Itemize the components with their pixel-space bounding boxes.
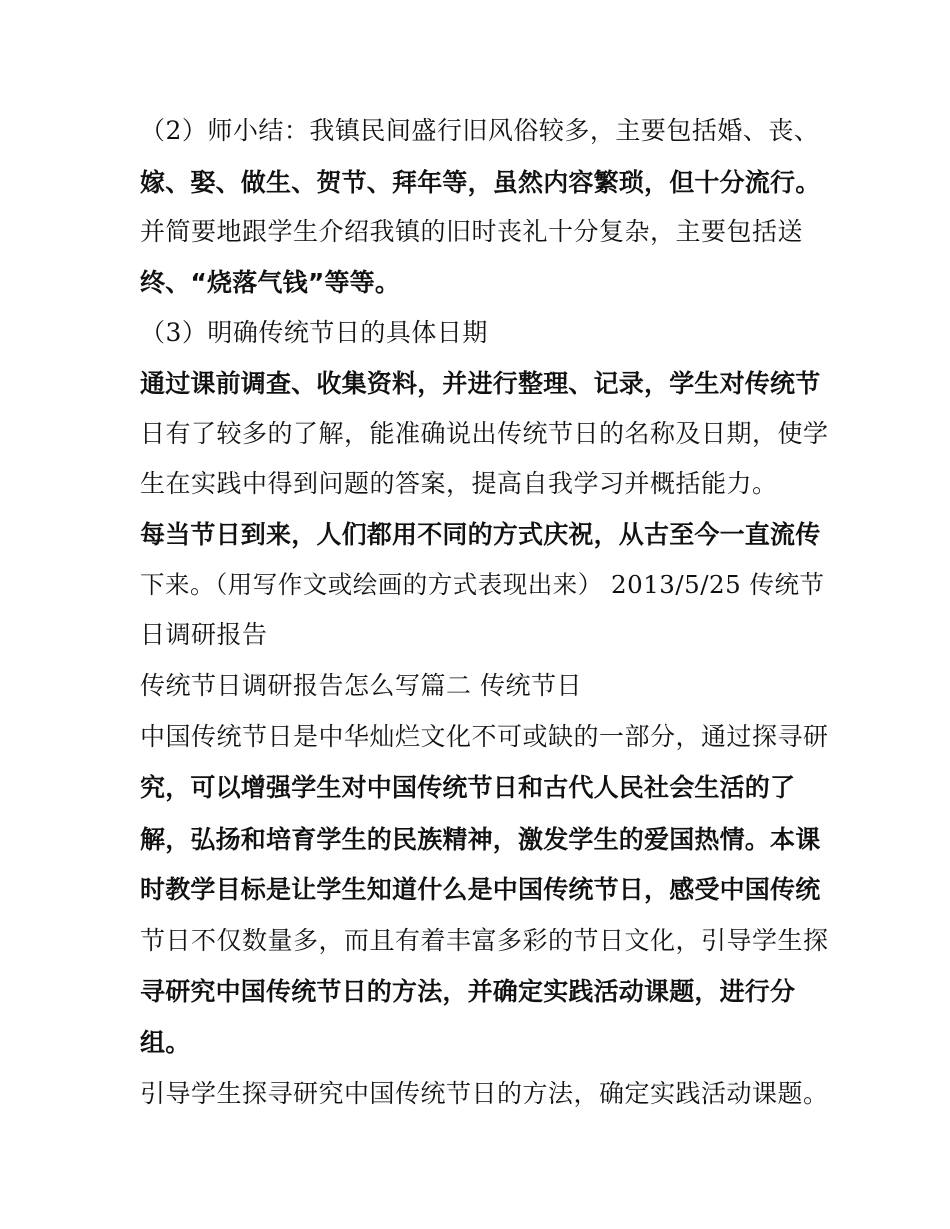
text-line-19: 组。 [140, 1028, 191, 1057]
text-line-2: 嫁、娶、做生、贺节、拜年等，虽然内容繁琐，但十分流行。 [140, 168, 821, 197]
section-heading: 传统节日调研报告怎么写篇二 传统节日 [140, 671, 582, 700]
text-line-5: （3）明确传统节日的具体日期 [140, 318, 488, 347]
text-line-14: 究，可以增强学生对中国传统节日和古代人民社会生活的了 [140, 773, 796, 802]
text-line-4: 终、“烧落气钱”等等。 [140, 268, 401, 297]
text-line-3: 并简要地跟学生介绍我镇的旧时丧礼十分复杂，主要包括送 [140, 217, 804, 246]
text-line-1: （2）师小结：我镇民间盛行旧风俗较多，主要包括婚、丧、 [140, 116, 820, 145]
text-line-8: 生在实践中得到问题的答案，提高自我学习并概括能力。 [140, 469, 778, 498]
text-line-16: 时教学目标是让学生知道什么是中国传统节日，感受中国传统 [140, 875, 821, 904]
text-line-13: 中国传统节日是中华灿烂文化不可或缺的一部分，通过探寻研 [140, 722, 829, 751]
text-line-17: 节日不仅数量多，而且有着丰富多彩的节日文化，引导学生探 [140, 926, 829, 955]
text-line-20: 引导学生探寻研究中国传统节日的方法，确定实践活动课题。 [140, 1079, 829, 1108]
text-line-11: 日调研报告 [140, 620, 268, 649]
text-line-9: 每当节日到来，人们都用不同的方式庆祝，从古至今一直流传 [140, 520, 821, 549]
text-line-15: 解，弘扬和培育学生的民族精神，激发学生的爱国热情。本课 [140, 825, 821, 854]
text-line-10: 下来。（用写作文或绘画的方式表现出来） 2013/5/25 传统节 [140, 570, 825, 599]
text-line-18: 寻研究中国传统节日的方法，并确定实践活动课题，进行分 [140, 977, 796, 1006]
text-line-7: 日有了较多的了解，能准确说出传统节日的名称及日期，使学 [140, 419, 829, 448]
text-line-6: 通过课前调查、收集资料，并进行整理、记录，学生对传统节 [140, 369, 821, 398]
